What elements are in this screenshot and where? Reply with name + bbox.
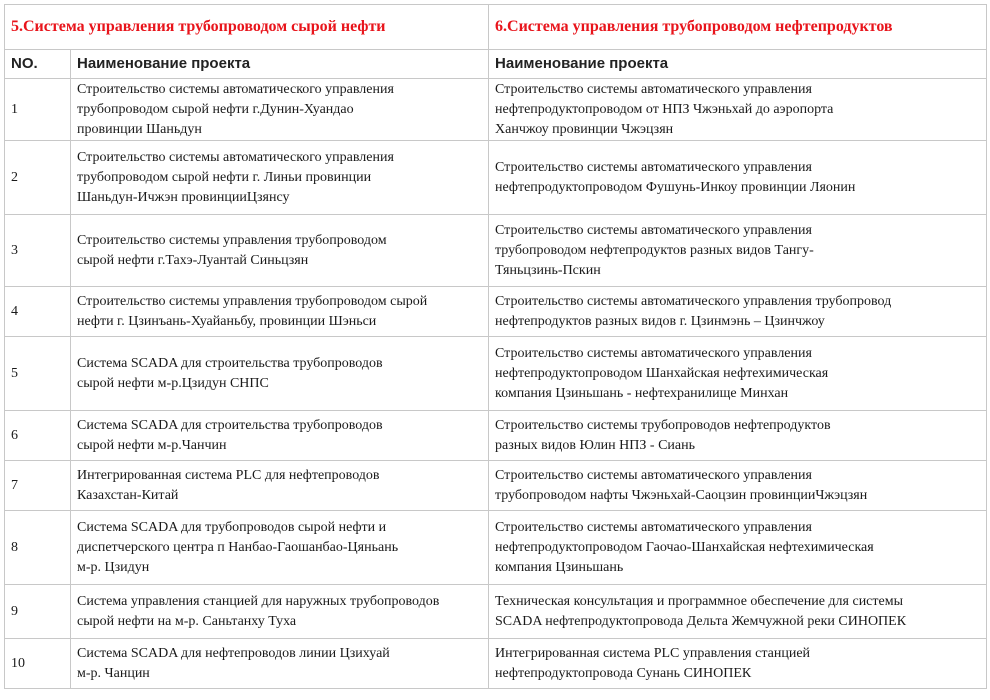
left-project-line: трубопроводом сырой нефти г. Линьи провинции [77,169,372,185]
left-project-line: Система SCADA для строительства трубопроводов [77,355,383,371]
row-number: 3 [5,215,71,287]
projects-table [4,4,987,689]
row-number: 7 [5,461,71,511]
left-project-line: сырой нефти на м-р. Саньтанху Туха [77,613,297,629]
row-number: 8 [5,511,71,585]
right-project-line: разных видов Юлин НПЗ - Сиань [495,437,695,453]
left-project-line: Казахстан-Китай [77,487,179,503]
left-project-cell [71,337,489,411]
right-project-line: Строительство системы автоматического управления [495,159,812,175]
right-project-cell [489,461,987,511]
row-number: 5 [5,337,71,411]
left-project-line: сырой нефти м-р.Цзидун СНПС [77,375,269,391]
right-project-line: Интегрированная система PLC управления станцией [495,645,811,661]
table-row [5,79,987,141]
table-row [5,215,987,287]
left-project-line: Система SCADA для нефтепроводов линии Цзихуай [77,645,390,661]
right-project-cell [489,411,987,461]
table-row [5,511,987,585]
row-number: 9 [5,585,71,639]
right-section-title: 6.Система управления трубопроводом нефтепродуктов [489,5,987,50]
right-project-header: Наименование проекта [489,50,987,79]
left-project-line: Шаньдун-Ичжэн провинцииЦзянсу [77,189,290,205]
header-row [5,50,987,79]
table-row [5,461,987,511]
right-project-cell [489,287,987,337]
row-number: 10 [5,639,71,689]
left-project-line: м-р. Чанцин [77,665,150,681]
left-project-line: трубопроводом сырой нефти г.Дунин-Хуандао [77,101,354,117]
left-project-line: м-р. Цзидун [77,559,150,575]
left-project-cell [71,585,489,639]
right-project-cell [489,141,987,215]
left-project-cell [71,639,489,689]
left-project-line: Система SCADA для трубопроводов сырой нефти и [77,519,387,535]
row-number: 4 [5,287,71,337]
left-project-cell [71,141,489,215]
right-project-cell [489,337,987,411]
right-project-cell [489,215,987,287]
left-project-line: сырой нефти г.Тахэ-Луантай Синьцзян [77,252,309,268]
row-number: 1 [5,79,71,141]
right-project-cell [489,511,987,585]
right-project-line: Техническая консультация и программное обеспечение для системы [495,593,903,609]
table-body [5,79,987,689]
left-project-cell [71,287,489,337]
no-header: NO. [5,50,71,79]
right-project-line: нефтепродуктопроводом Фушунь-Инкоу провинции Ляонин [495,179,856,195]
right-project-line: трубопроводом нефтепродуктов разных видов Тангу- [495,242,814,258]
left-project-line: нефти г. Цзинъань-Хуайаньбу, провинции Шэньси [77,313,377,329]
table-row [5,141,987,215]
right-project-line: Строительство системы автоматического управления [495,519,812,535]
right-project-cell [489,585,987,639]
row-number: 6 [5,411,71,461]
right-project-line: нефтепродуктопроводом от НПЗ Чжэньхай до аэропорта [495,101,834,117]
right-project-cell [489,639,987,689]
left-project-cell [71,79,489,141]
left-project-line: сырой нефти м-р.Чанчин [77,437,227,453]
right-project-line: Строительство системы автоматического управления [495,222,812,238]
right-project-line: нефтепродуктопровода Сунань СИНОПЕК [495,665,752,681]
section-title-row [5,5,987,50]
right-project-line: Строительство системы автоматического управления [495,345,812,361]
right-project-line: Строительство системы автоматического управления [495,467,812,483]
table-row [5,411,987,461]
right-project-line: Тяньцзинь-Пскин [495,262,601,278]
right-project-line: компания Цзиньшань - нефтехранилище Минхан [495,385,789,401]
left-project-line: Система управления станцией для наружных трубопроводов [77,593,440,609]
left-project-line: Строительство системы управления трубопроводом сырой [77,293,428,309]
right-project-cell [489,79,987,141]
right-project-line: Строительство системы трубопроводов нефтепродуктов [495,417,831,433]
table-row [5,639,987,689]
table-row [5,337,987,411]
left-project-line: Интегрированная система PLC для нефтепроводов [77,467,380,483]
left-project-line: Строительство системы управления трубопроводом [77,232,387,248]
right-project-line: Строительство системы автоматического управления трубопровод [495,293,892,309]
left-project-line: провинции Шаньдун [77,121,202,137]
right-project-line: нефтепродуктопроводом Шанхайская нефтехимическая [495,365,829,381]
left-section-title: 5.Система управления трубопроводом сырой нефти [5,5,489,50]
right-project-line: SCADA нефтепродуктопровода Дельта Жемчужной реки СИНОПЕК [495,613,907,629]
right-project-line: компания Цзиньшань [495,559,624,575]
table-row [5,287,987,337]
left-project-cell [71,215,489,287]
left-project-cell [71,411,489,461]
right-project-line: Ханчжоу провинции Чжэцзян [495,121,674,137]
right-project-line: нефтепродуктопроводом Гаочао-Шанхайская нефтехимическая [495,539,874,555]
right-project-line: Строительство системы автоматического управления [495,81,812,97]
left-project-line: диспетчерского центра п Нанбао-Гаошанбао-Цяньань [77,539,399,555]
left-project-cell [71,461,489,511]
right-project-line: трубопроводом нафты Чжэньхай-Саоцзин провинцииЧжэцзян [495,487,868,503]
table-row [5,585,987,639]
left-project-line: Строительство системы автоматического управления [77,149,394,165]
row-number: 2 [5,141,71,215]
left-project-line: Строительство системы автоматического управления [77,81,394,97]
left-project-line: Система SCADA для строительства трубопроводов [77,417,383,433]
right-project-line: нефтепродуктов разных видов г. Цзинмэнь – Цзинчжоу [495,313,825,329]
left-project-cell [71,511,489,585]
left-project-header: Наименование проекта [71,50,489,79]
